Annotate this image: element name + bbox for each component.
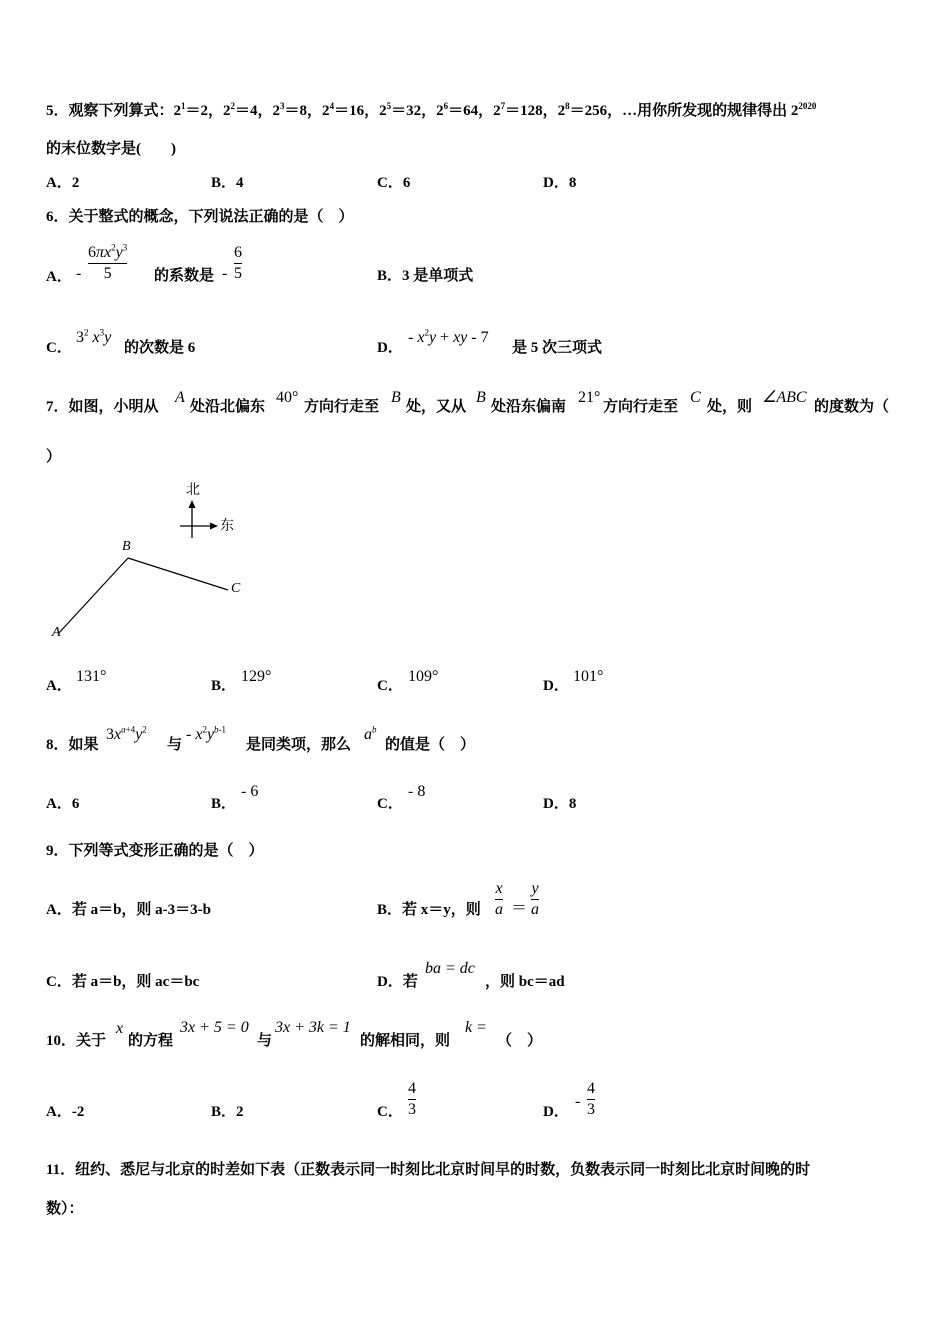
compass-north-head (189, 500, 196, 508)
segment-bc (128, 558, 228, 590)
q8-option-a: A．6 (46, 796, 80, 812)
q5-option-c: C．6 (377, 175, 411, 191)
q6-option-d-text: 是 5 次三项式 (512, 340, 603, 356)
q8-option-d: D．8 (543, 796, 577, 812)
q7-option-c-label: C． (377, 678, 403, 694)
q7-option-d-value: 101° (573, 668, 604, 685)
q7-option-a-value: 131° (76, 668, 107, 685)
q7-text-5: 处沿东偏南 (491, 399, 567, 415)
q9-option-c: C．若 a＝b，则 ac＝bc (46, 974, 200, 990)
q8-text-1: 8．如果 (46, 737, 99, 753)
q7-diagram (40, 480, 260, 650)
q9-stem: 9．下列等式变形正确的是（ ） (46, 843, 264, 859)
q8-option-b: B． (211, 796, 237, 812)
segment-ab (58, 558, 128, 634)
q8-option-b-value: - 6 (241, 783, 259, 800)
q7-point-a: A (175, 389, 185, 406)
q7-angle-40: 40° (276, 389, 299, 406)
q10-text-1: 10．关于 (46, 1033, 107, 1049)
q7-text-6: 方向行走至 (603, 399, 679, 415)
q6-option-d-label: D． (377, 340, 403, 356)
q10-text-3: 与 (257, 1033, 273, 1049)
q7-option-b-value: 129° (241, 668, 272, 685)
q9-b-equals: ＝ (511, 900, 528, 917)
q10-text-2: 的方程 (128, 1033, 174, 1049)
q6-option-c-label: C． (46, 340, 72, 356)
q9-b-fraction-y: y a (531, 880, 539, 918)
q9-option-d-2: ，则 bc＝ad (485, 974, 565, 990)
compass-east-head (210, 523, 218, 530)
q5-option-d: D．8 (543, 175, 577, 191)
q10-text-5: （ ） (497, 1033, 543, 1049)
q5-line1: 5．观察下列算式：$2^1=2$，$2^2=4$，$2^3=8$，$2^4=16$，$2^5=32$，$2^6=64$，$2^7=128$，$2^8=256$，…用你所发现的规律得出 $2^{2020}$ (46, 101, 817, 119)
diagram-label-c: C (231, 581, 241, 596)
q7-text-1: 7．如图，小明从 (46, 399, 159, 415)
q8-option-c: C． (377, 796, 403, 812)
q6-option-c-text: 的次数是 6 (124, 340, 196, 356)
q7-option-c-value: 109° (408, 668, 439, 685)
q5-option-b: B．4 (211, 175, 244, 191)
q10-text-4: 的解相同，则 (360, 1033, 451, 1049)
q10-option-a: A．-2 (46, 1104, 85, 1120)
q6-a-coefficient: 6 5 (234, 244, 242, 282)
q7-text-4: 处，又从 (406, 399, 467, 415)
q7-angle-21: 21° (578, 389, 601, 406)
q7-option-a-label: A． (46, 678, 72, 694)
q9-option-b: B．若 x＝y，则 (377, 902, 481, 918)
q8-text-3: 是同类项，那么 (246, 737, 352, 753)
q10-option-d-fraction: 4 3 (587, 1080, 595, 1118)
q8-expr-2: - $x^2y^{b-1}$ (186, 724, 227, 743)
q7-option-d-label: D． (543, 678, 569, 694)
q6-option-a-label: A． (46, 269, 72, 285)
q9-option-d-1: D．若 (377, 974, 418, 990)
q7-text-3: 方向行走至 (304, 399, 380, 415)
q6-option-b: B．3 是单项式 (377, 268, 474, 284)
q11-line1: 11．纽约、悉尼与北京的时差如下表（正数表示同一时刻比北京时间早的时数，负数表示同一时刻比北京时间晚的时 (46, 1162, 811, 1178)
q6-a-minus: - (76, 265, 82, 282)
q6-a-minus2: - (222, 265, 228, 282)
compass-north-label: 北 (186, 483, 200, 498)
q7-point-c: C (690, 389, 701, 406)
q10-option-c: C． (377, 1104, 403, 1120)
q10-var-k: k = (465, 1019, 487, 1036)
q7-text-2: 处沿北偏东 (190, 399, 266, 415)
compass-east-label: 东 (220, 519, 234, 534)
q6-d-expr: - $x^2y$ + xy - 7 (408, 327, 489, 346)
q10-equation-2: 3x + 3k = 1 (275, 1019, 351, 1036)
q9-option-a: A．若 a＝b，则 a-3＝3-b (46, 902, 212, 918)
q8-expr-ab: $a^b$ (364, 724, 377, 743)
q5-option-a: A．2 (46, 175, 80, 191)
q6-c-expr: $3^2$ $x^3y$ (76, 327, 112, 346)
q7-option-b-label: B． (211, 678, 237, 694)
q8-text-2: 与 (167, 737, 183, 753)
q7-line2: ） (46, 449, 62, 465)
q9-d-equation: ba = dc (425, 960, 475, 977)
q6-option-a-text: 的系数是 (154, 268, 215, 284)
q10-option-d: D． (543, 1104, 569, 1120)
q5-line2: 的末位数字是( ) (46, 141, 176, 157)
q7-point-b: B (391, 389, 401, 406)
q10-option-b: B．2 (211, 1104, 244, 1120)
q7-point-b2: B (476, 389, 486, 406)
q10-var-x: x (116, 1020, 124, 1037)
q7-text-8: 的度数为（ (814, 399, 890, 415)
q9-b-fraction-x: x a (495, 880, 503, 918)
q8-expr-1: $3x^{a+4}y^2$ (106, 724, 147, 743)
q7-angle-abc: ∠ABC (762, 389, 807, 406)
diagram-label-a: A (52, 625, 61, 640)
q7-text-7: 处，则 (707, 399, 753, 415)
q11-line2: 数）： (46, 1201, 84, 1217)
q10-option-c-fraction: 4 3 (408, 1080, 416, 1118)
q6-stem: 6．关于整式的概念，下列说法正确的是（ ） (46, 209, 354, 225)
q6-a-fraction: $6\pi x^2y^3$ 5 (88, 242, 128, 282)
q8-text-4: 的值是（ ） (385, 737, 476, 753)
q10-d-minus: - (575, 1093, 581, 1110)
diagram-label-b: B (122, 539, 131, 554)
q8-option-c-value: - 8 (408, 783, 426, 800)
q10-equation-1: 3x + 5 = 0 (180, 1019, 249, 1036)
